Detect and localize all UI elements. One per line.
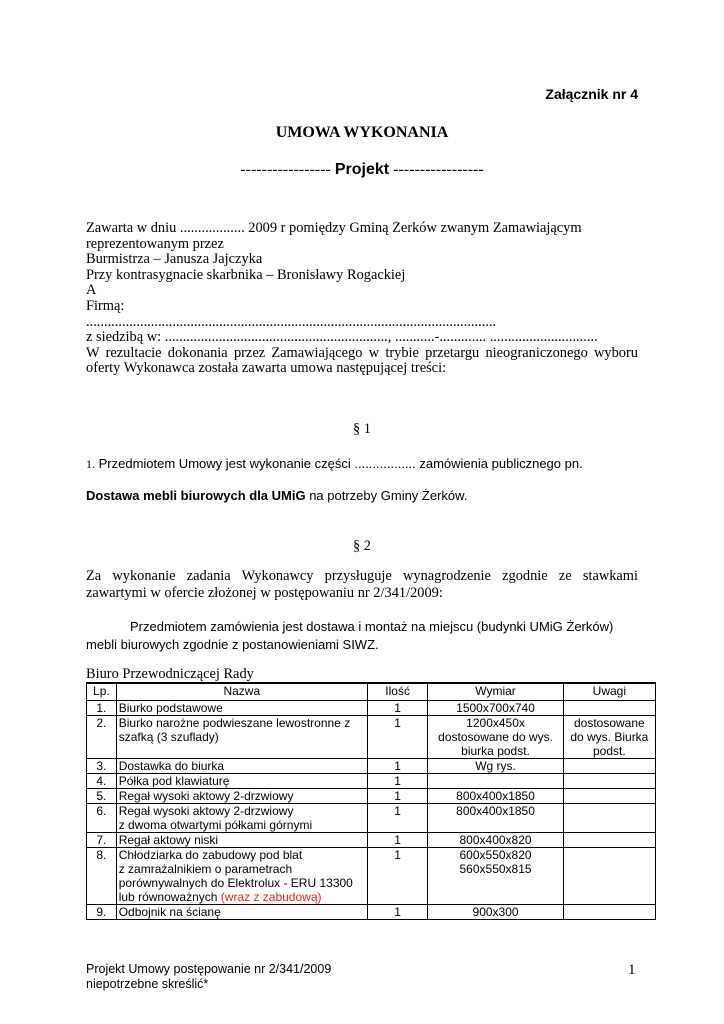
cell-name-line-1: Chłodziarka do zabudowy pod blat bbox=[118, 848, 303, 862]
table-row bbox=[87, 759, 656, 774]
cell-dim: 800x400x1850 bbox=[428, 804, 563, 833]
cell-notes bbox=[563, 759, 655, 774]
scope-line-2: mebli biurowych zgodnie z postanowieniami SIWZ. bbox=[86, 637, 379, 652]
page-number: 1 bbox=[628, 962, 636, 978]
delivery-rest: na potrzeby Gminy Żerków. bbox=[305, 488, 468, 503]
cell-name bbox=[116, 804, 367, 833]
cell-name: Biurko narożne podwieszane lewostronne z szafką (3 szuflady) bbox=[116, 716, 367, 759]
table-row bbox=[87, 701, 656, 716]
cell-qty: 1 bbox=[367, 789, 427, 804]
contractor-dots: .................................................................................................................. bbox=[86, 314, 497, 330]
table-row bbox=[87, 848, 656, 905]
cell-lp: 2. bbox=[87, 716, 117, 759]
cell-name-note-red: (wraz z zabudową) bbox=[220, 890, 322, 904]
cell-lp: 1. bbox=[87, 701, 117, 716]
dashes-right: ----------------- bbox=[393, 161, 484, 178]
cell-qty: 1 bbox=[367, 759, 427, 774]
item-text: Przedmiotem Umowy jest wykonanie części ................. zamówienia publicznego pn. bbox=[95, 456, 583, 471]
intro-line: Burmistrza – Janusza Jajczyka bbox=[86, 252, 263, 268]
table-row bbox=[87, 804, 656, 833]
section-2-heading: § 2 bbox=[353, 538, 371, 554]
col-dim: Wymiar bbox=[428, 683, 563, 701]
cell-dim: 800x400x820 bbox=[428, 833, 563, 848]
cell-dim: 800x400x1850 bbox=[428, 789, 563, 804]
page-footer bbox=[86, 962, 331, 992]
cell-lp: 4. bbox=[87, 774, 117, 789]
cell-lp: 3. bbox=[87, 759, 117, 774]
intro-line: Firmą: bbox=[86, 298, 125, 314]
cell-notes bbox=[563, 701, 655, 716]
cell-qty: 1 bbox=[367, 848, 427, 905]
table-row bbox=[87, 774, 656, 789]
cell-dim: 1200x450x dostosowane do wys. biurka podst. bbox=[428, 716, 563, 759]
cell-name: Regał wysoki aktowy 2-drzwiowy bbox=[116, 789, 367, 804]
cell-name-line-2: z dwoma otwartymi półkami górnymi bbox=[118, 818, 313, 832]
document-title: UMOWA WYKONANIA bbox=[275, 124, 449, 141]
reward-paragraph: Za wykonanie zadania Wykonawcy przysługuje wynagrodzenie zgodnie ze stawkami zawartymi w ofercie złożonej w postępowaniu nr 2/341/2009: bbox=[86, 568, 638, 601]
cell-dim: 1500x700x740 bbox=[428, 701, 563, 716]
delivery-title bbox=[86, 488, 467, 503]
cell-qty: 1 bbox=[367, 804, 427, 833]
footer-line-1: Projekt Umowy postępowanie nr 2/341/2009 bbox=[86, 962, 332, 976]
cell-notes bbox=[563, 848, 655, 905]
intro-result: W rezultacie dokonania przez Zamawiającego w trybie przetargu nieograniczonego wyboru oferty Wykonawca została zawarta umowa następującej treści: bbox=[86, 345, 638, 377]
intro-line: Przy kontrasygnacie skarbnika – Bronisławy Rogackiej bbox=[86, 267, 406, 283]
intro-line: A bbox=[86, 283, 97, 299]
project-banner bbox=[0, 161, 724, 179]
intro-line: reprezentowanym przez bbox=[86, 236, 224, 252]
cell-dim: Wg rys. bbox=[428, 759, 563, 774]
cell-qty: 1 bbox=[367, 701, 427, 716]
registered-office: z siedzibą w: .............................................................., ...........-............. .............................. bbox=[86, 330, 598, 346]
col-qty: Ilość bbox=[367, 683, 427, 701]
cell-dim: 900x300 bbox=[428, 905, 563, 920]
col-name: Nazwa bbox=[116, 683, 367, 701]
footer-line-2: niepotrzebne skreślić* bbox=[86, 977, 209, 991]
cell-name bbox=[116, 848, 367, 905]
col-notes: Uwagi bbox=[563, 683, 655, 701]
cell-qty: 1 bbox=[367, 774, 427, 789]
project-label: Projekt bbox=[334, 161, 390, 178]
cell-name: Półka pod klawiaturę bbox=[116, 774, 367, 789]
cell-notes bbox=[563, 789, 655, 804]
dashes-left: ----------------- bbox=[240, 161, 331, 178]
cell-qty: 1 bbox=[367, 905, 427, 920]
cell-notes bbox=[563, 804, 655, 833]
cell-dim bbox=[428, 848, 563, 905]
cell-lp: 7. bbox=[87, 833, 117, 848]
cell-lp: 8. bbox=[87, 848, 117, 905]
section-1-heading: § 1 bbox=[353, 421, 371, 437]
cell-notes bbox=[563, 905, 655, 920]
cell-notes bbox=[563, 774, 655, 789]
cell-dim-line-1: 600x550x820 bbox=[459, 848, 532, 862]
scope-paragraph bbox=[86, 618, 638, 654]
intro-line: Zawarta w dniu .................. 2009 r pomiędzy Gminą Żerków zwanym Zamawiającym bbox=[86, 221, 582, 236]
cell-name: Regał aktowy niski bbox=[116, 833, 367, 848]
delivery-bold: Dostawa mebli biurowych dla UMiG bbox=[86, 488, 306, 503]
cell-lp: 6. bbox=[87, 804, 117, 833]
cell-name: Odbojnik na ścianę bbox=[116, 905, 367, 920]
annex-label: Załącznik nr 4 bbox=[545, 86, 638, 102]
table-header-row bbox=[87, 683, 656, 701]
furniture-table bbox=[86, 682, 656, 920]
table-row bbox=[87, 905, 656, 920]
cell-dim bbox=[428, 774, 563, 789]
table-row bbox=[87, 789, 656, 804]
cell-lp: 9. bbox=[87, 905, 117, 920]
cell-dim-line-2: 560x550x815 bbox=[459, 862, 532, 876]
intro-block bbox=[86, 221, 638, 377]
table-row bbox=[87, 833, 656, 848]
cell-qty: 1 bbox=[367, 833, 427, 848]
cell-notes bbox=[563, 833, 655, 848]
item-number: 1. bbox=[86, 457, 95, 471]
cell-name: Dostawka do biurka bbox=[116, 759, 367, 774]
cell-notes: dostosowane do wys. Biurka podst. bbox=[563, 716, 655, 759]
table-caption: Biuro Przewodniczącej Rady bbox=[86, 666, 254, 682]
cell-name-line-2: z zamrażalnikiem o parametrach porównywalnych do Elektrolux - ERU 13300 lub równoważnych bbox=[118, 862, 353, 904]
cell-lp: 5. bbox=[87, 789, 117, 804]
cell-name-line-1: Regał wysoki aktowy 2-drzwiowy bbox=[118, 804, 294, 818]
col-lp: Lp. bbox=[87, 683, 117, 701]
cell-name: Biurko podstawowe bbox=[116, 701, 367, 716]
table-row bbox=[87, 716, 656, 759]
scope-line-1: Przedmiotem zamówienia jest dostawa i montaż na miejscu (budynki UMiG Żerków) bbox=[130, 619, 614, 634]
section-1-item bbox=[86, 456, 646, 472]
cell-qty: 1 bbox=[367, 716, 427, 759]
